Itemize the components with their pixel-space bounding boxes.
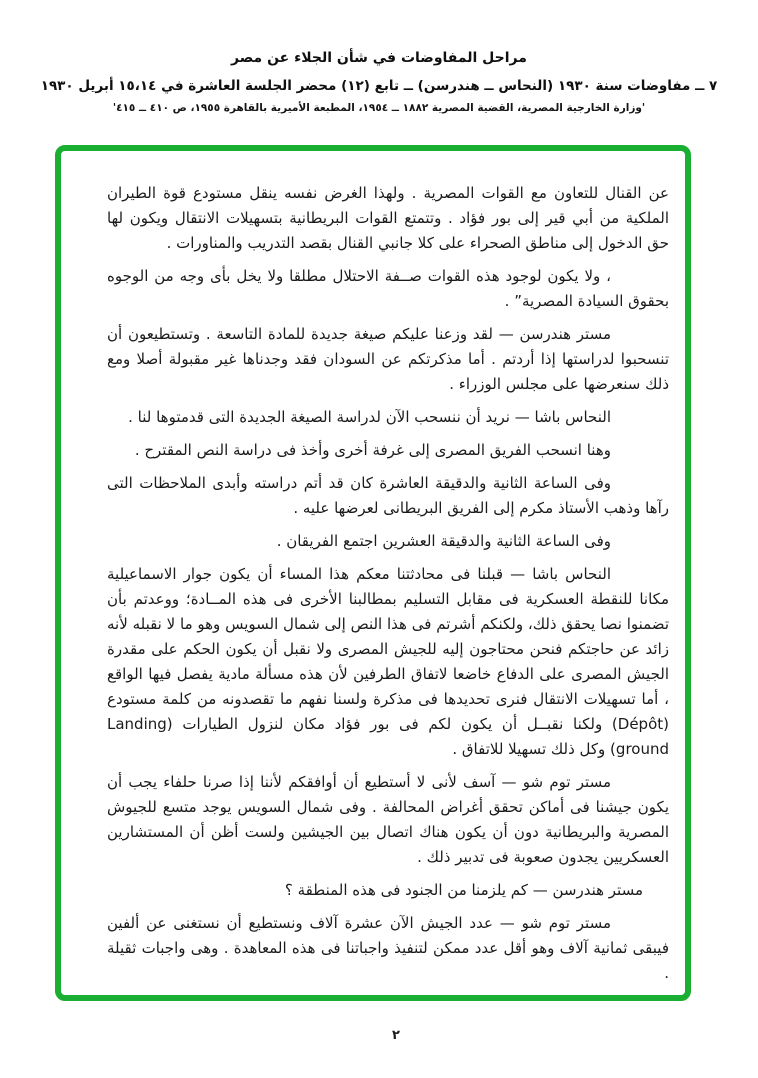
document-subtitle: ٧ ــ مفاوضات سنة ١٩٣٠ (النحاس ــ هندرسن) ــ تابع (١٢) محضر الجلسة العاشرة في ١٥،١٤ أبريل ١٩٣٠: [40, 78, 718, 94]
document-body: [61, 151, 685, 994]
page-footer: [0, 1024, 758, 1043]
green-highlight-frame: [55, 145, 691, 1001]
page-header: [0, 50, 758, 114]
page-number: ٢: [392, 1028, 400, 1043]
paragraph-9: مستر توم شو — آسف لأنى لا أستطيع أن أوافقكم لأننا إذا صرنا حلفاء يجب أن يكون جيشنا فى أماكن تحقق أغراض المحالفة . وفى شمال السويس يوجد متسع للجيوش المصرية والبريطانية دون أن يكون هناك اتصال بين الجيشين ولست أظن أن المستشارين العسكريين يجدون صعوبة فى تدبير ذلك .: [107, 773, 669, 866]
paragraph-2: ، ولا يكون لوجود هذه القوات صــفة الاحتلال مطلقا ولا يخل بأى وجه من الوجوه بحقوق السيادة المصرية” .: [107, 267, 669, 310]
document-title: مراحل المفاوضات في شأن الجلاء عن مصر: [231, 50, 527, 66]
paragraph-4: النحاس باشا — نريد أن ننسحب الآن لدراسة الصيغة الجديدة التى قدمتوها لنا .: [128, 408, 611, 426]
paragraph-6: وفى الساعة الثانية والدقيقة العاشرة كان قد أتم دراسته وأبدى الملاحظات التى رآها وذهب الأستاذ مكرم إلى الفريق البريطانى لعرضها عليه .: [107, 474, 669, 517]
paragraph-5: وهنا انسحب الفريق المصرى إلى غرفة أخرى وأخذ فى دراسة النص المقترح .: [134, 441, 611, 459]
paragraph-11: مستر توم شو — عدد الجيش الآن عشرة آلاف ونستطيع أن نستغنى عن ألفين فيبقى ثمانية آلاف وهو أقل عدد ممكن لتنفيذ واجباتنا فى هذه المعاهدة . وهى واجبات ثقيلة .: [107, 914, 669, 982]
paragraph-7: وفى الساعة الثانية والدقيقة العشرين اجتمع الفريقان .: [276, 532, 611, 550]
paragraph-10: مستر هندرسن — كم يلزمنا من الجنود فى هذه المنطقة ؟: [284, 881, 643, 899]
source-citation: 'وزارة الخارجية المصرية، القضية المصرية ١٨٨٢ ــ ١٩٥٤، المطبعة الأميرية بالقاهرة ١٩٥٥، ص ٤١٠ ــ ٤١٥': [112, 102, 646, 114]
paragraph-3: مستر هندرسن — لقد وزعنا عليكم صيغة جديدة للمادة التاسعة . وتستطيعون أن تنسحبوا لدراستها إذا أردتم . أما مذكرتكم عن السودان فقد وجدناها غير مقبولة أصلا ومع ذلك سنعرضها على مجلس الوزراء .: [107, 325, 669, 393]
paragraph-1: عن القنال للتعاون مع القوات المصرية . ولهذا الغرض نفسه ينقل مستودع قوة الطيران الملكية من أبي قير إلى بور فؤاد . وتتمتع القوات البريطانية بتسهيلات الانتقال ويكون لها حق الدخول إلى مناطق الصحراء على كلا جانبي القنال بقصد التدريب والمناورات .: [107, 184, 669, 252]
paragraph-8: النحاس باشا — قبلنا فى محادثتنا معكم هذا المساء أن يكون جوار الاسماعيلية مكانا للنقطة العسكرية فى مقابل التسليم بمطالبنا الأخرى فى هذه المــادة؛ ووعدتم بأن تضمنوا نصا يحقق ذلك، ولكنكم أشرتم فى هذا النص إلى شمال السويس وهو ما لا نقبله لأنه زائد عن حاجتكم فنحن محتاجون إليه للجيش المصرى ولا نقبل أن يكون الحكم على مقدرة الجيش المصرى على الدفاع خاضعا لاتفاق الطرفين لأن هذه مسألة مادية يفصل فيها الواقع ، أما تسهيلات الانتقال فنرى تحديدها فى مذكرة ولسنا نفهم ما تقصدونه من كلمة مستودع (Dépôt) ولكنا نقبــل أن يكون لكم فى بور فؤاد مكان لنزول الطيارات (Landing ground) وكل ذلك تسهيلا للاتفاق .: [107, 565, 669, 758]
